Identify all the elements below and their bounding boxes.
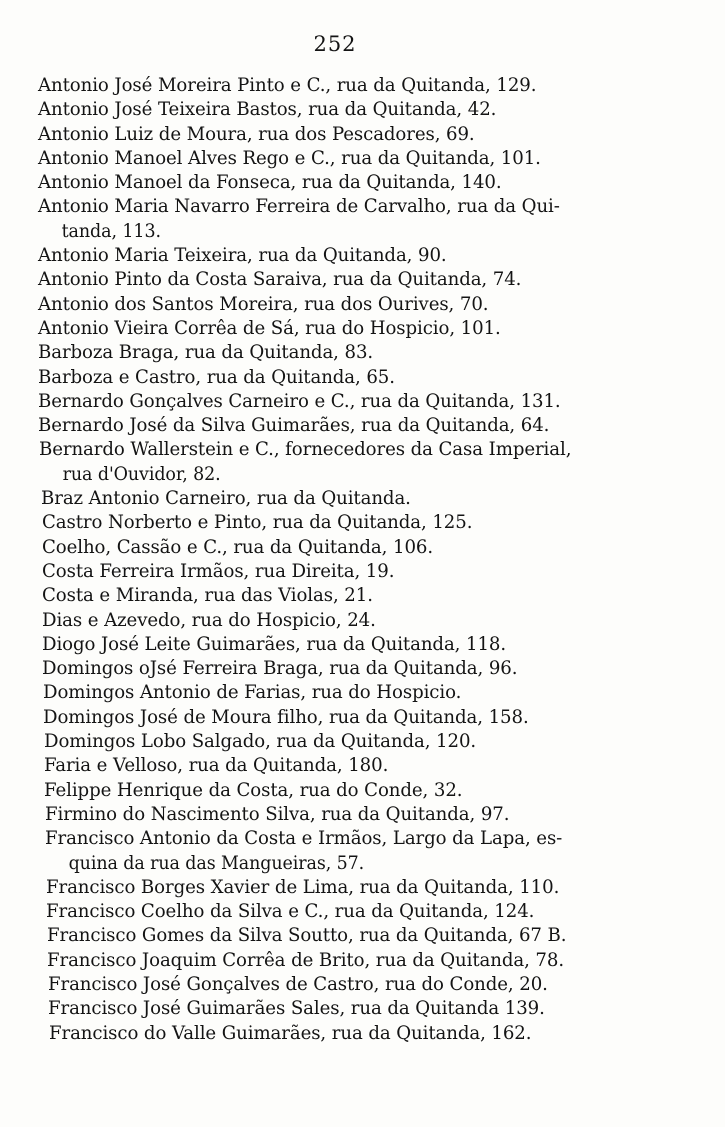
directory-entry [0,487,725,511]
entry-line: Diogo José Leite Guimarães, rua da Quitanda, 118. [42,633,507,655]
directory-entry [0,754,725,778]
entry-line: Barboza Braga, rua da Quitanda, 83. [38,342,374,364]
entry-line: Domingos José de Moura filho, rua da Quitanda, 158. [43,706,529,728]
entry-line: Bernardo José da Silva Guimarães, rua da Quitanda, 64. [38,415,550,437]
entry-line: Bernardo Gonçalves Carneiro e C., rua da Quitanda, 131. [38,390,561,412]
entry-line: Bernardo Wallerstein e C., fornecedores da Casa Imperial, [39,439,572,461]
entry-line: Francisco Joaquim Corrêa de Brito, rua da Quitanda, 78. [47,949,565,971]
entry-line: Antonio José Teixeira Bastos, rua da Quitanda, 42. [38,99,497,121]
directory-entry [0,98,725,122]
entry-line: Antonio Maria Navarro Ferreira de Carvalho, rua da Qui- [38,196,560,218]
entry-line: Francisco Coelho da Silva e C., rua da Quitanda, 124. [46,901,535,923]
directory-entry [0,536,725,560]
entry-line: Francisco do Valle Guimarães, rua da Quitanda, 162. [49,1022,532,1044]
directory-entry [0,390,725,414]
entry-line: Antonio José Moreira Pinto e C., rua da Quitanda, 129. [38,75,537,96]
directory-entry [0,730,725,754]
directory-entry [0,779,725,803]
directory-entry [0,293,725,317]
entry-line: Domingos Antonio de Farias, rua do Hospicio. [43,682,462,704]
entry-line: Francisco Antonio da Costa e Irmãos, Largo da Lapa, es- [45,828,563,850]
entry-continuation-line: rua d'Ouvidor, 82. [62,463,221,485]
directory-entry [0,268,725,292]
entry-line: Domingos oJsé Ferreira Braga, rua da Quitanda, 96. [42,658,518,680]
directory-entry [0,195,725,244]
entry-line: Francisco José Gonçalves de Castro, rua do Conde, 20. [48,973,548,995]
directory-entry [0,827,725,876]
directory-entry [0,681,725,705]
entry-line: Costa Ferreira Irmãos, rua Direita, 19. [42,560,395,582]
directory-entry [0,511,725,535]
entry-line: Antonio Vieira Corrêa de Sá, rua do Hospicio, 101. [38,317,501,339]
entry-continuation-line: quina da rua das Mangueiras, 57. [68,852,365,874]
directory-entry [0,171,725,195]
entry-line: Antonio Manoel Alves Rego e C., rua da Quitanda, 101. [38,147,541,169]
entry-line: Francisco José Guimarães Sales, rua da Quitanda 139. [48,998,545,1020]
entry-line: Firmino do Nascimento Silva, rua da Quitanda, 97. [45,803,510,825]
directory-entry [0,706,725,730]
entry-line: Domingos Lobo Salgado, rua da Quitanda, 120. [44,731,477,753]
entry-line: Francisco Borges Xavier de Lima, rua da Quitanda, 110. [46,876,560,898]
entry-line: Coelho, Cassão e C., rua da Quitanda, 106. [42,536,434,558]
directory-entry [0,438,725,487]
entry-line: Faria e Velloso, rua da Quitanda, 180. [44,755,389,777]
entry-line: Barboza e Castro, rua da Quitanda, 65. [38,366,395,388]
page-number: 252 [313,32,357,56]
directory-entry [0,341,725,365]
directory-entry [0,244,725,268]
entry-line: Antonio dos Santos Moreira, rua dos Ourives, 70. [38,293,489,315]
directory-entry [0,973,725,997]
directory-entry [0,366,725,390]
directory-entry [0,633,725,657]
directory-entry [0,584,725,608]
entry-line: Braz Antonio Carneiro, rua da Quitanda. [41,488,411,510]
entry-line: Felippe Henrique da Costa, rua do Conde, 32. [44,779,463,801]
entry-line: Antonio Pinto da Costa Saraiva, rua da Quitanda, 74. [38,269,522,291]
entry-line: Costa e Miranda, rua das Violas, 21. [42,585,373,607]
entry-line: Antonio Maria Teixeira, rua da Quitanda, 90. [38,245,447,267]
entry-line: Castro Norberto e Pinto, rua da Quitanda, 125. [42,512,473,534]
directory-entry [0,949,725,973]
directory-entry [0,803,725,827]
entry-line: Dias e Azevedo, rua do Hospicio, 24. [42,609,376,631]
entry-continuation-line: tanda, 113. [61,220,161,242]
directory-entry [0,924,725,948]
directory-entry [0,147,725,171]
directory-entry [0,74,725,98]
directory-entry [0,560,725,584]
directory-entry [0,900,725,924]
directory-entry [0,609,725,633]
entry-line: Francisco Gomes da Silva Soutto, rua da Quitanda, 67 B. [47,925,567,947]
directory-entries [0,74,725,1046]
directory-entry [0,997,725,1021]
directory-entry [0,317,725,341]
directory-entry [0,657,725,681]
directory-entry [0,1022,725,1046]
entry-line: Antonio Luiz de Moura, rua dos Pescadores, 69. [38,123,475,145]
directory-entry [0,876,725,900]
directory-entry [0,123,725,147]
entry-line: Antonio Manoel da Fonseca, rua da Quitanda, 140. [38,172,502,194]
directory-entry [0,414,725,438]
